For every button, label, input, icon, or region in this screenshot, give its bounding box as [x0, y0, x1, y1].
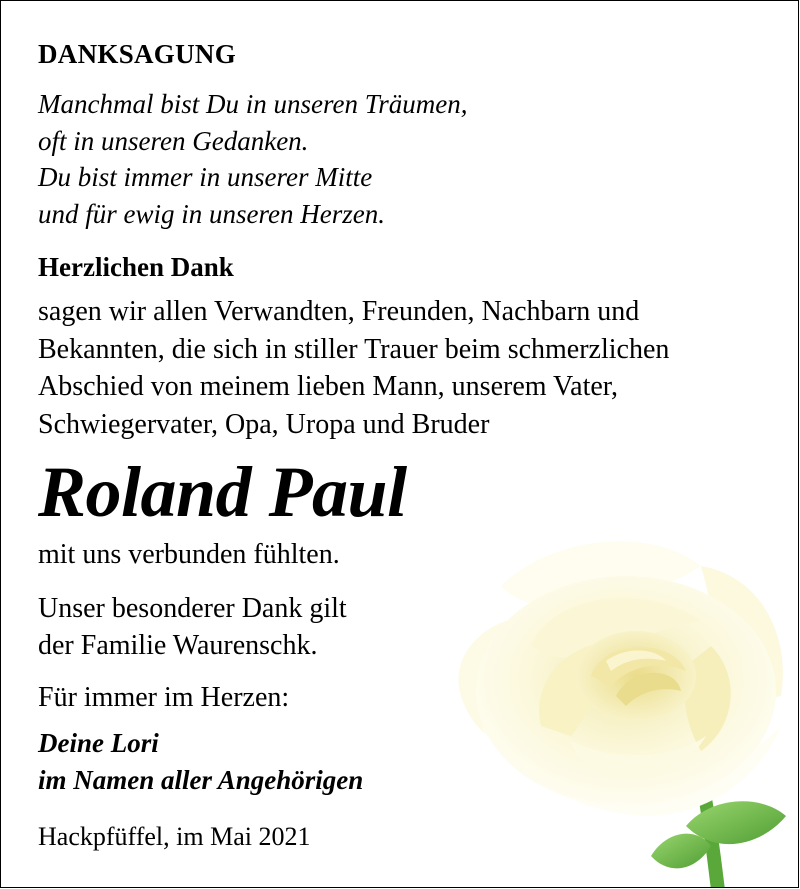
thanks-body [38, 293, 669, 444]
special-thanks-line: der Familie Waurenschk. [38, 629, 318, 661]
body-line: sagen wir allen Verwandten, Freunden, Nachbarn und [38, 296, 640, 327]
poem-line: Du bist immer in unserer Mitte [38, 162, 373, 192]
place-date: Hackpfüffel, im Mai 2021 [38, 822, 311, 851]
body-line: Bekannten, die sich in stiller Trauer beim schmerzlichen [38, 333, 670, 365]
poem-line: Manchmal bist Du in unseren Träumen, [38, 89, 468, 119]
signature-line: Deine Lori [38, 728, 159, 758]
forever-line: Für immer im Herzen: [38, 682, 290, 713]
connected-line: mit uns verbunden fühlten. [38, 539, 340, 570]
poem-line: oft in unseren Gedanken. [38, 125, 309, 156]
special-thanks [38, 591, 347, 664]
signature [38, 725, 363, 798]
notice-heading: DANKSAGUNG [38, 39, 237, 69]
deceased-name: Roland Paul [38, 452, 407, 532]
poem [38, 86, 467, 232]
body-line: Abschied von meinem lieben Mann, unserem Vater, [38, 371, 618, 403]
special-thanks-line: Unser besonderer Dank gilt [38, 593, 347, 624]
rose-leaf [651, 834, 711, 869]
white-rose-image [441, 526, 799, 888]
thanks-subheading: Herzlichen Dank [38, 252, 234, 282]
signature-line: im Namen aller Angehörigen [38, 764, 364, 795]
poem-line: und für ewig in unseren Herzen. [38, 198, 385, 229]
body-line: Schwiegervater, Opa, Uropa und Bruder [38, 409, 490, 441]
